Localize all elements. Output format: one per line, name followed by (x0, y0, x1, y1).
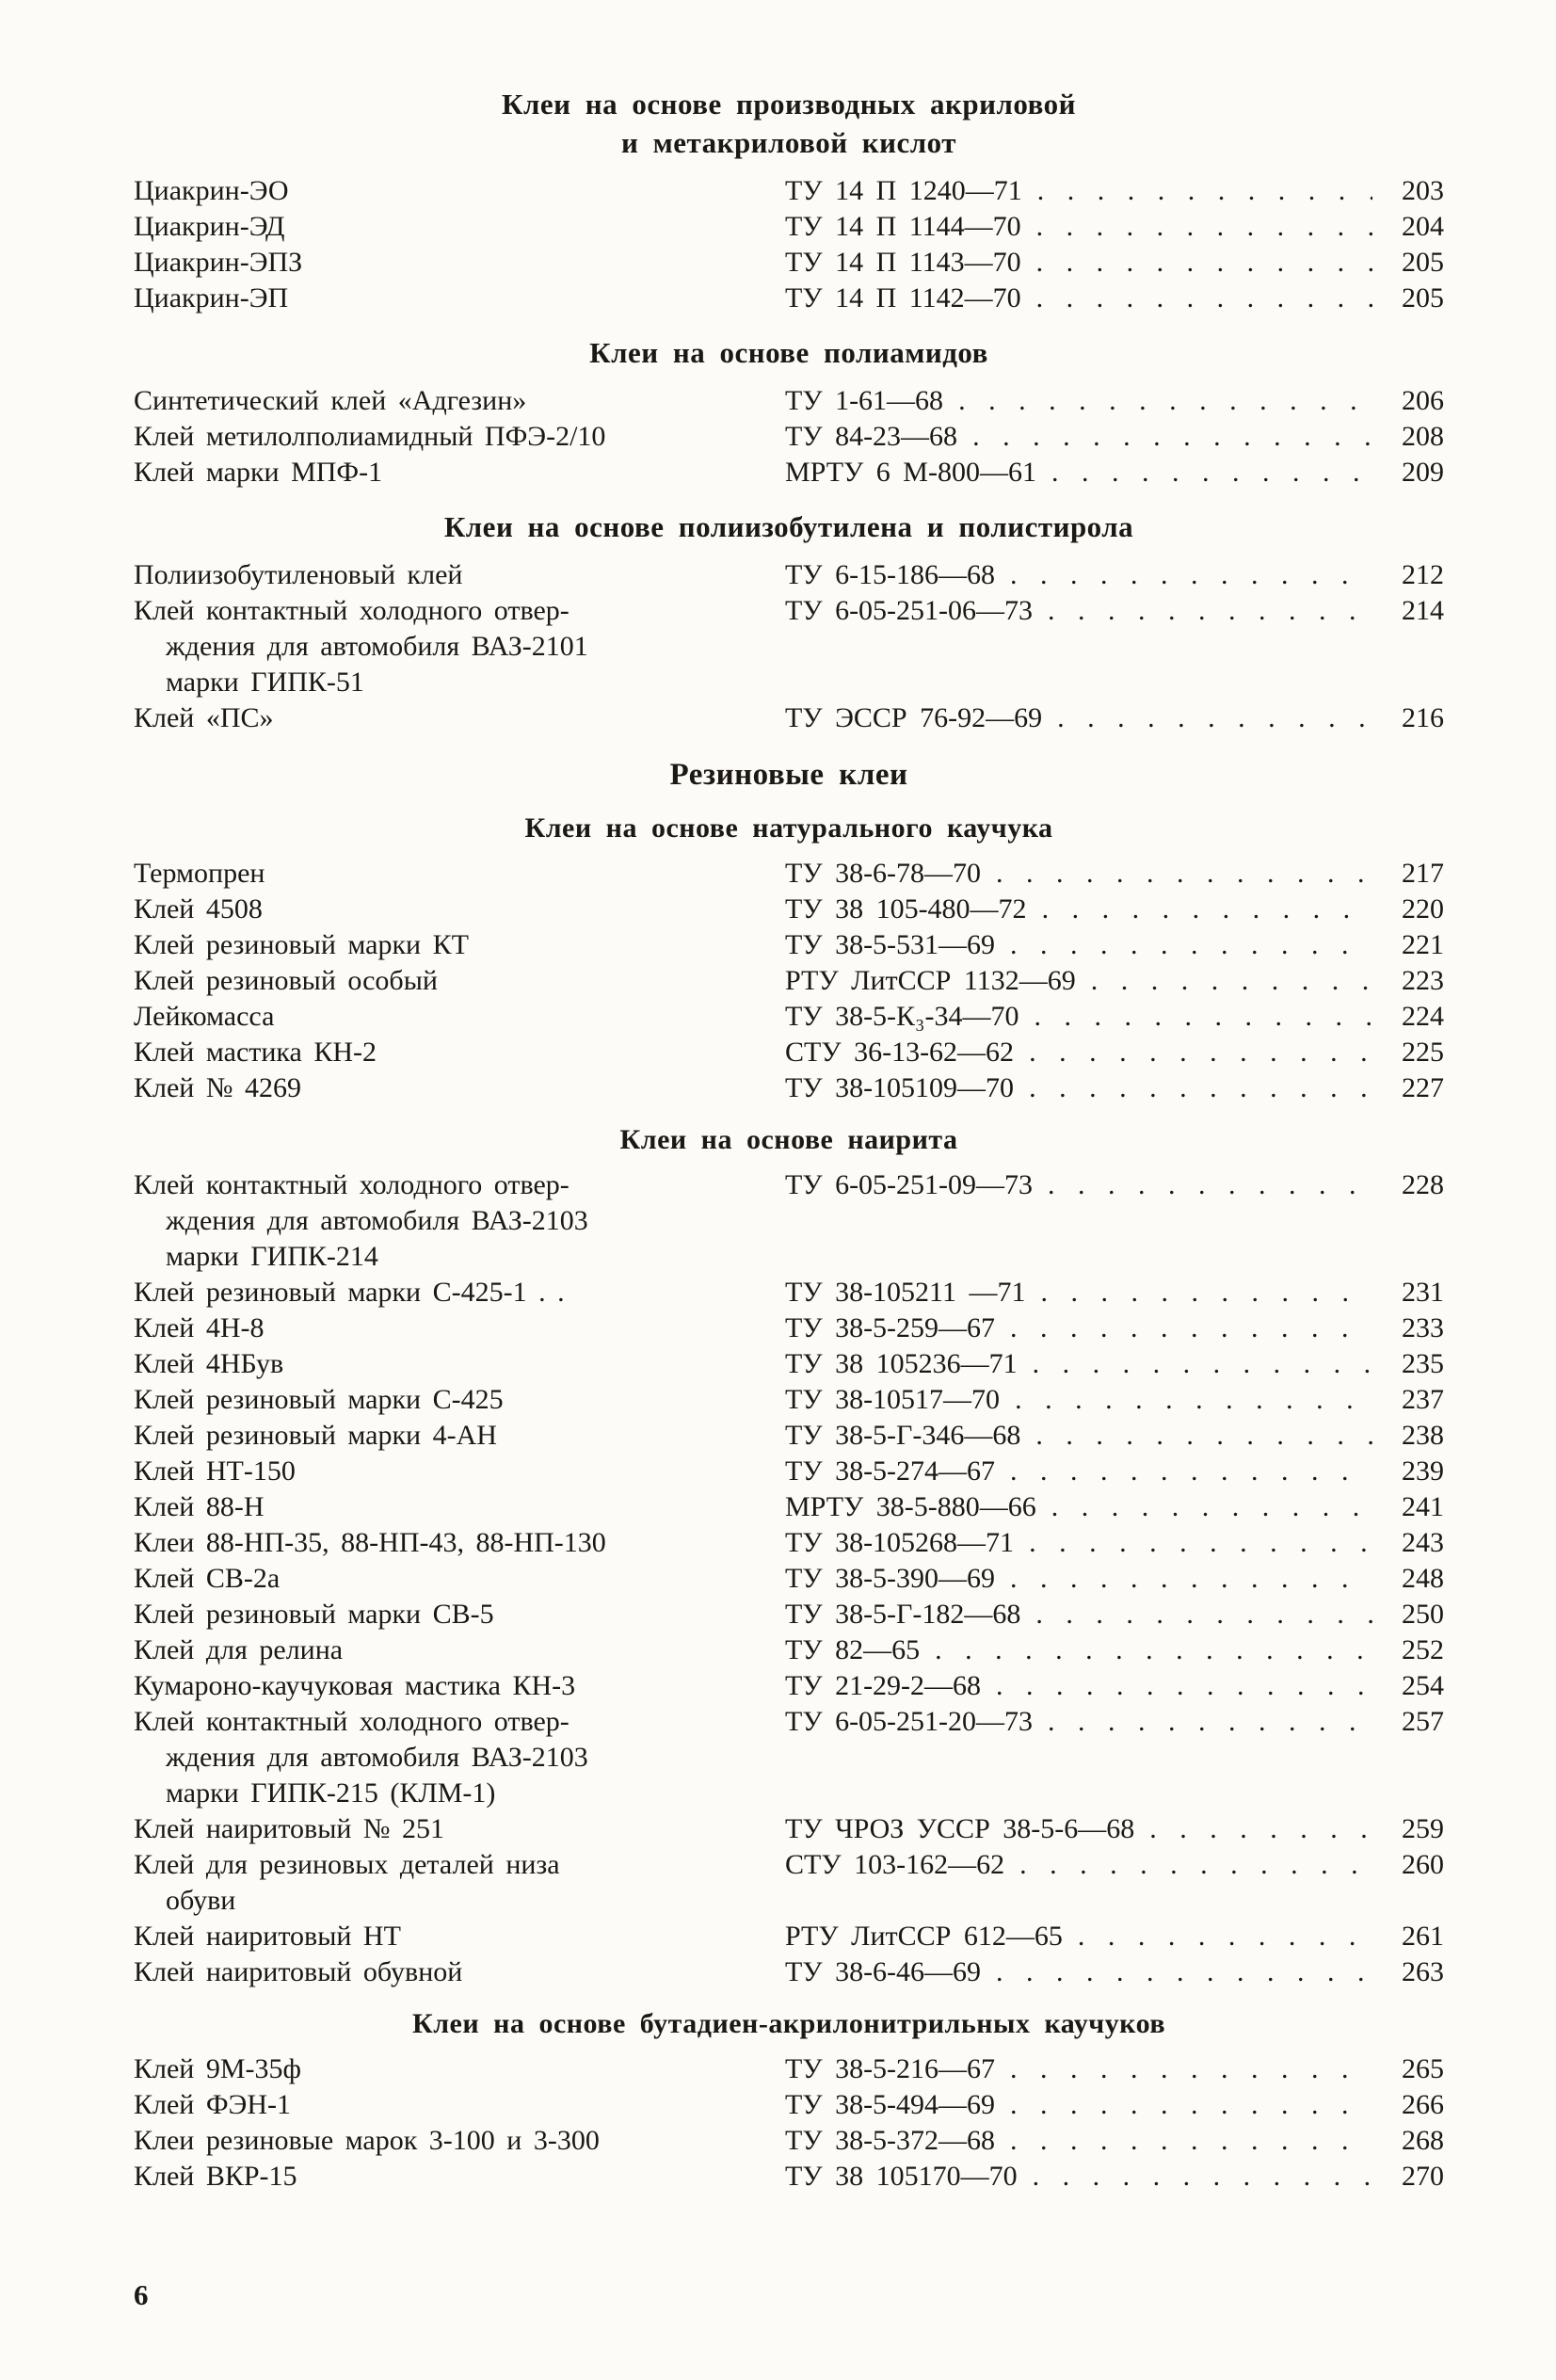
toc-entry (134, 999, 1444, 1035)
entry-page: 231 (1402, 1277, 1444, 1308)
dot-leader (1048, 1704, 1372, 1740)
toc-entry (134, 700, 1444, 736)
toc-entry (134, 856, 1444, 892)
entry-name: Клей контактный холодного отвер- ждения для автомобиля ВАЗ-2103 марки ГИПК-214 (134, 1169, 588, 1272)
dot-leader (1149, 1811, 1372, 1847)
section-heading: Клеи на основе натурального каучука (524, 812, 1053, 844)
page-number: 6 (134, 2278, 149, 2311)
section-heading: Клеи на основе производных акриловой и метакриловой кислот (502, 88, 1076, 159)
toc-entry (134, 963, 1444, 999)
entry-name: Клей резиновый марки С-425-1 . . (134, 1277, 565, 1308)
toc-entry (134, 2051, 1444, 2087)
entry-name: Клей НТ-150 (134, 1455, 296, 1487)
toc-entry (134, 1418, 1444, 1454)
entry-name: Клей марки МПФ-1 (134, 457, 383, 488)
toc-entry (134, 173, 1444, 209)
entry-page: 212 (1402, 559, 1444, 590)
toc-entry (134, 1525, 1444, 1561)
dot-leader (1078, 1919, 1372, 1954)
entry-name: Клей 4Н-8 (134, 1312, 265, 1343)
toc-entry (134, 892, 1444, 927)
entry-spec: ТУ 38-5-К₃-34—70 (785, 1001, 1019, 1032)
section-heading: Клеи на основе наирита (619, 1124, 958, 1155)
entry-spec: МРТУ 6 М-800—61 (785, 457, 1036, 488)
entry-name: Клей резиновый особый (134, 965, 438, 996)
section-heading: Резиновые клеи (669, 758, 908, 792)
entry-spec: ТУ 38-105268—71 (785, 1527, 1015, 1558)
entry-name: Термопрен (134, 858, 265, 889)
toc-entry (134, 209, 1444, 245)
entry-spec: ТУ 38-6-46—69 (785, 1956, 982, 1987)
entry-name: Циакрин-ЭО (134, 175, 289, 206)
entry-page: 266 (1402, 2089, 1444, 2120)
dot-leader (935, 1632, 1372, 1668)
entry-page: 217 (1402, 858, 1444, 889)
entry-spec: ТУ ЧРОЗ УССР 38-5-6—68 (785, 1813, 1135, 1844)
dot-leader (1037, 173, 1372, 209)
entry-spec: ТУ 14 П 1144—70 (785, 211, 1021, 242)
entry-page: 268 (1402, 2125, 1444, 2156)
entry-name: Циакрин-ЭД (134, 211, 285, 242)
entry-spec: ТУ 38-5-274—67 (785, 1455, 996, 1487)
dot-leader (1042, 892, 1372, 927)
entry-spec: ТУ 6-05-251-06—73 (785, 595, 1034, 626)
dot-leader (1040, 1275, 1372, 1311)
entry-name: Клей 4НБув (134, 1348, 284, 1379)
entry-spec: ТУ 38-5-531—69 (785, 929, 996, 960)
toc-entry (134, 1919, 1444, 1954)
dot-leader (972, 419, 1372, 455)
toc-entry (134, 1489, 1444, 1525)
section-heading: Клеи на основе полиамидов (589, 336, 988, 369)
entry-spec: ТУ 21-29-2—68 (785, 1670, 982, 1701)
entry-name: Клей резиновый марки 4-АН (134, 1420, 497, 1451)
entry-name: Циакрин-ЭП (134, 282, 289, 314)
entry-page: 221 (1402, 929, 1444, 960)
dot-leader (1036, 281, 1372, 316)
toc-entry (134, 557, 1444, 593)
dot-leader (1010, 2087, 1372, 2123)
entry-name: Клей контактный холодного отвер- ждения для автомобиля ВАЗ-2103 марки ГИПК-215 (КЛМ-1) (134, 1706, 588, 1809)
toc-entry (134, 1167, 1444, 1275)
toc-entry (134, 1275, 1444, 1311)
entry-page: 261 (1402, 1921, 1444, 1952)
dot-leader (1051, 455, 1372, 490)
toc-entry (134, 1454, 1444, 1489)
dot-leader (1057, 700, 1372, 736)
toc-entry (134, 245, 1444, 281)
dot-leader (1010, 1454, 1372, 1489)
entry-spec: ТУ 38-105211 —71 (785, 1277, 1026, 1308)
dot-leader (1033, 1346, 1372, 1382)
toc-entry (134, 1597, 1444, 1632)
toc-entry (134, 1811, 1444, 1847)
entry-page: 238 (1402, 1420, 1444, 1451)
entry-spec: ТУ 38-5-372—68 (785, 2125, 996, 2156)
dot-leader (1036, 209, 1372, 245)
toc-entry (134, 1847, 1444, 1919)
entry-page: 243 (1402, 1527, 1444, 1558)
entry-name: Клей резиновый марки КТ (134, 929, 469, 960)
dot-leader (1035, 1418, 1372, 1454)
entry-page: 223 (1402, 965, 1444, 996)
entry-name: Клей наиритовый НТ (134, 1921, 401, 1952)
dot-leader (1010, 1311, 1372, 1346)
entry-spec: ТУ 6-05-251-09—73 (785, 1169, 1034, 1200)
entry-spec: ТУ 38-5-494—69 (785, 2089, 996, 2120)
entry-name: Клей ВКР-15 (134, 2161, 297, 2192)
entry-name: Клей мастика КН-2 (134, 1037, 377, 1068)
entry-name: Клеи резиновые марок 3-100 и 3-300 (134, 2125, 600, 2156)
entry-page: 233 (1402, 1312, 1444, 1343)
entry-spec: ТУ 1-61—68 (785, 385, 944, 416)
toc-entry (134, 1668, 1444, 1704)
dot-leader (1033, 2159, 1372, 2195)
entry-spec: ТУ 14 П 1142—70 (785, 282, 1021, 314)
toc-entry (134, 927, 1444, 963)
dot-leader (1029, 1035, 1372, 1070)
dot-leader (1048, 1167, 1372, 1203)
dot-leader (1010, 1561, 1372, 1597)
entry-spec: ТУ 38-105109—70 (785, 1072, 1015, 1103)
dot-leader (1048, 593, 1372, 629)
toc-entry (134, 1954, 1444, 1990)
entry-page: 208 (1402, 421, 1444, 452)
entry-page: 204 (1402, 211, 1444, 242)
entry-page: 248 (1402, 1563, 1444, 1594)
section-heading: Клеи на основе полиизобутилена и полистирола (443, 510, 1134, 543)
toc-entry (134, 1346, 1444, 1382)
toc-entry (134, 1561, 1444, 1597)
entry-page: 257 (1402, 1706, 1444, 1737)
dot-leader (1029, 1070, 1372, 1106)
entry-spec: СТУ 103-162—62 (785, 1849, 1005, 1880)
toc-sections (134, 85, 1444, 2195)
entry-page: 227 (1402, 1072, 1444, 1103)
toc-entry (134, 419, 1444, 455)
entry-spec: ТУ 38-10517—70 (785, 1384, 1001, 1415)
entry-page: 237 (1402, 1384, 1444, 1415)
entry-page: 203 (1402, 175, 1444, 206)
entry-page: 254 (1402, 1670, 1444, 1701)
toc-entry (134, 2087, 1444, 2123)
dot-leader (1051, 1489, 1372, 1525)
entry-name: Клей «ПС» (134, 702, 274, 733)
toc-entry (134, 1035, 1444, 1070)
toc-entry (134, 281, 1444, 316)
entry-page: 252 (1402, 1634, 1444, 1665)
entry-spec: ТУ 6-05-251-20—73 (785, 1706, 1034, 1737)
section-heading: Клеи на основе бутадиен-акрилонитрильных каучуков (411, 2008, 1166, 2039)
entry-spec: ТУ 38-5-Г-346—68 (785, 1420, 1021, 1451)
entry-name: Клей ФЭН-1 (134, 2089, 292, 2120)
entry-spec: ТУ 38-5-390—69 (785, 1563, 996, 1594)
entry-name: Клей контактный холодного отвер- ждения для автомобиля ВАЗ-2101 марки ГИПК-51 (134, 595, 588, 698)
entry-name: Клей для релина (134, 1634, 344, 1665)
entry-name: Клей наиритовый обувной (134, 1956, 463, 1987)
entry-spec: ТУ 38-5-Г-182—68 (785, 1599, 1021, 1630)
dot-leader (1035, 999, 1372, 1035)
entry-spec: РТУ ЛитССР 1132—69 (785, 965, 1076, 996)
entry-page: 250 (1402, 1599, 1444, 1630)
dot-leader (1036, 245, 1372, 281)
entry-name: Клей № 4269 (134, 1072, 301, 1103)
toc-entry (134, 1311, 1444, 1346)
entry-spec: ТУ 38 105236—71 (785, 1348, 1018, 1379)
entry-name: Клей наиритовый № 251 (134, 1813, 445, 1844)
entry-page: 259 (1402, 1813, 1444, 1844)
toc-entry (134, 593, 1444, 700)
entry-name: Клеи 88-НП-35, 88-НП-43, 88-НП-130 (134, 1527, 606, 1558)
dot-leader (1010, 2051, 1372, 2087)
entry-page: 220 (1402, 893, 1444, 925)
entry-spec: ТУ 6-15-186—68 (785, 559, 996, 590)
dot-leader (996, 856, 1372, 892)
entry-name: Полиизобутиленовый клей (134, 559, 463, 590)
entry-page: 270 (1402, 2161, 1444, 2192)
entry-name: Клей 9М-35ф (134, 2053, 301, 2084)
entry-page: 265 (1402, 2053, 1444, 2084)
entry-spec: РТУ ЛитССР 612—65 (785, 1921, 1063, 1952)
entry-page: 209 (1402, 457, 1444, 488)
entry-page: 228 (1402, 1169, 1444, 1200)
entry-page: 224 (1402, 1001, 1444, 1032)
toc-entry (134, 2123, 1444, 2159)
dot-leader (1029, 1525, 1372, 1561)
dot-leader (1010, 557, 1372, 593)
toc-entry (134, 1632, 1444, 1668)
entry-name: Циакрин-ЭПЗ (134, 247, 303, 278)
entry-page: 260 (1402, 1849, 1444, 1880)
entry-page: 235 (1402, 1348, 1444, 1379)
dot-leader (1019, 1847, 1372, 1883)
entry-spec: ТУ 84-23—68 (785, 421, 958, 452)
dot-leader (1015, 1382, 1372, 1418)
entry-name: Синтетический клей «Адгезин» (134, 385, 527, 416)
entry-page: 214 (1402, 595, 1444, 626)
entry-page: 263 (1402, 1956, 1444, 1987)
entry-spec: ТУ 82—65 (785, 1634, 921, 1665)
entry-spec: ТУ 38 105-480—72 (785, 893, 1027, 925)
dot-leader (996, 1954, 1372, 1990)
toc-entry (134, 1382, 1444, 1418)
entry-page: 239 (1402, 1455, 1444, 1487)
dot-leader (1010, 2123, 1372, 2159)
entry-page: 205 (1402, 282, 1444, 314)
entry-name: Лейкомасса (134, 1001, 275, 1032)
dot-leader (1035, 1597, 1372, 1632)
toc-entry (134, 1070, 1444, 1106)
toc-entry (134, 455, 1444, 490)
entry-spec: ТУ 38-5-259—67 (785, 1312, 996, 1343)
toc-entry (134, 2159, 1444, 2195)
entry-name: Клей 88-Н (134, 1491, 265, 1522)
entry-name: Клей резиновый марки СВ-5 (134, 1599, 494, 1630)
entry-page: 206 (1402, 385, 1444, 416)
entry-page: 216 (1402, 702, 1444, 733)
entry-name: Клей метилолполиамидный ПФЭ-2/10 (134, 421, 606, 452)
entry-name: Клей резиновый марки С-425 (134, 1384, 504, 1415)
entry-name: Клей 4508 (134, 893, 263, 925)
entry-name: Клей для резиновых деталей низа обуви (134, 1849, 560, 1916)
entry-spec: ТУ 14 П 1143—70 (785, 247, 1021, 278)
toc-entry (134, 1704, 1444, 1811)
dot-leader (1091, 963, 1372, 999)
entry-spec: МРТУ 38-5-880—66 (785, 1491, 1036, 1522)
entry-spec: ТУ ЭССР 76-92—69 (785, 702, 1043, 733)
entry-spec: ТУ 38-5-216—67 (785, 2053, 996, 2084)
entry-spec: СТУ 36-13-62—62 (785, 1037, 1015, 1068)
entry-spec: ТУ 14 П 1240—71 (785, 175, 1022, 206)
entry-page: 225 (1402, 1037, 1444, 1068)
entry-name: Клей СВ-2а (134, 1563, 281, 1594)
entry-spec: ТУ 38 105170—70 (785, 2161, 1018, 2192)
dot-leader (996, 1668, 1372, 1704)
dot-leader (1010, 927, 1372, 963)
entry-page: 205 (1402, 247, 1444, 278)
dot-leader (958, 383, 1372, 419)
entry-page: 241 (1402, 1491, 1444, 1522)
entry-name: Кумароно-каучуковая мастика КН-3 (134, 1670, 576, 1701)
toc-entry (134, 383, 1444, 419)
entry-spec: ТУ 38-6-78—70 (785, 858, 982, 889)
